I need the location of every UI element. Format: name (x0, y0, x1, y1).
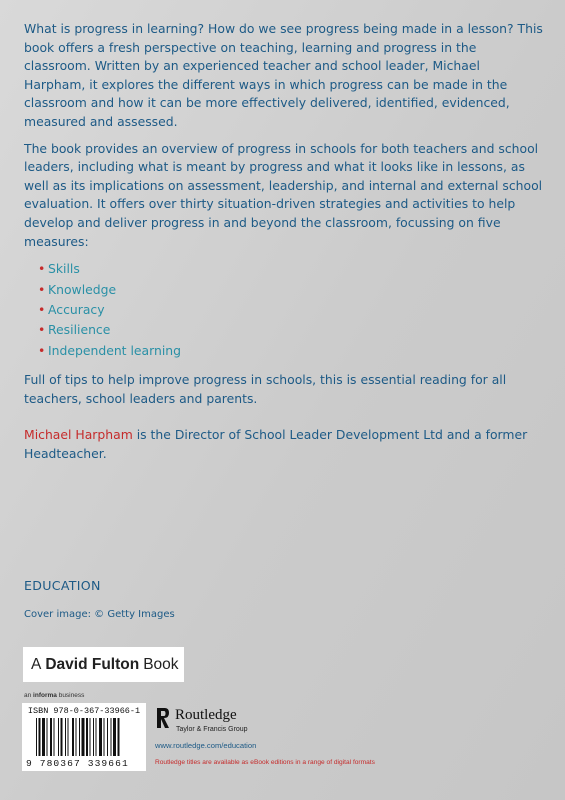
measures-list (24, 259, 544, 361)
bullet-icon: • (38, 342, 46, 358)
bullet-icon: • (38, 301, 46, 317)
barcode-box (22, 703, 146, 771)
author-bio (24, 426, 544, 463)
ean-digits: 9 780367 339661 (26, 758, 129, 769)
ebook-note: Routledge titles are available as eBook editions in a range of digital formats (155, 759, 375, 766)
imprint-name: David Fulton (45, 655, 140, 673)
blurb-paragraph-2: The book provides an overview of progress in schools for both teachers and school leaders, including what is meant by progress and what it looks like in lessons, as well as its implications on assessment, leadership, and internal and external school evaluation. It offers over thirty situation-driven strategies and activities to help develop and deliver progress in and beyond the classroom, focussing on five measures: (24, 140, 543, 249)
bullet-icon: • (38, 322, 46, 338)
informa-business: an informa business (24, 692, 85, 699)
list-item: • Skills (38, 259, 544, 279)
publisher-url: www.routledge.com/education (155, 741, 257, 750)
subject-category: EDUCATION (24, 578, 101, 593)
list-item: • Accuracy (38, 300, 544, 320)
blurb (24, 20, 544, 416)
routledge-logo-icon (155, 706, 171, 730)
barcode-icon (36, 718, 136, 756)
cover-image-credit: Cover image: © Getty Images (24, 609, 175, 620)
bullet-icon: • (38, 281, 46, 297)
blurb-paragraph-1: What is progress in learning? How do we see progress being made in a lesson? This book offers a fresh perspective on teaching, learning and progress in the classroom. Written by an experienced teacher and school leader, Michael Harpham, it explores the different ways in which progress can be made in the classroom and how it can be more effectively delivered, identified, evidenced, measured and assessed. (24, 21, 543, 129)
list-item: • Resilience (38, 320, 544, 340)
publisher-group: Taylor & Francis Group (176, 726, 248, 733)
blurb-paragraph-3: Full of tips to help improve progress in schools, this is essential reading for all teachers, school leaders and parents. (24, 372, 507, 406)
bullet-icon: • (38, 261, 46, 277)
list-item: • Knowledge (38, 280, 544, 300)
author-name: Michael Harpham (24, 427, 133, 442)
author-bio-text: is the Director of School Leader Development Ltd and a former Headteacher. (24, 427, 528, 461)
list-item: • Independent learning (38, 341, 544, 361)
isbn-text: ISBN 978-0-367-33966-1 (27, 706, 141, 716)
imprint-badge: A David Fulton Book (23, 647, 184, 682)
publisher-name: Routledge (175, 707, 237, 723)
